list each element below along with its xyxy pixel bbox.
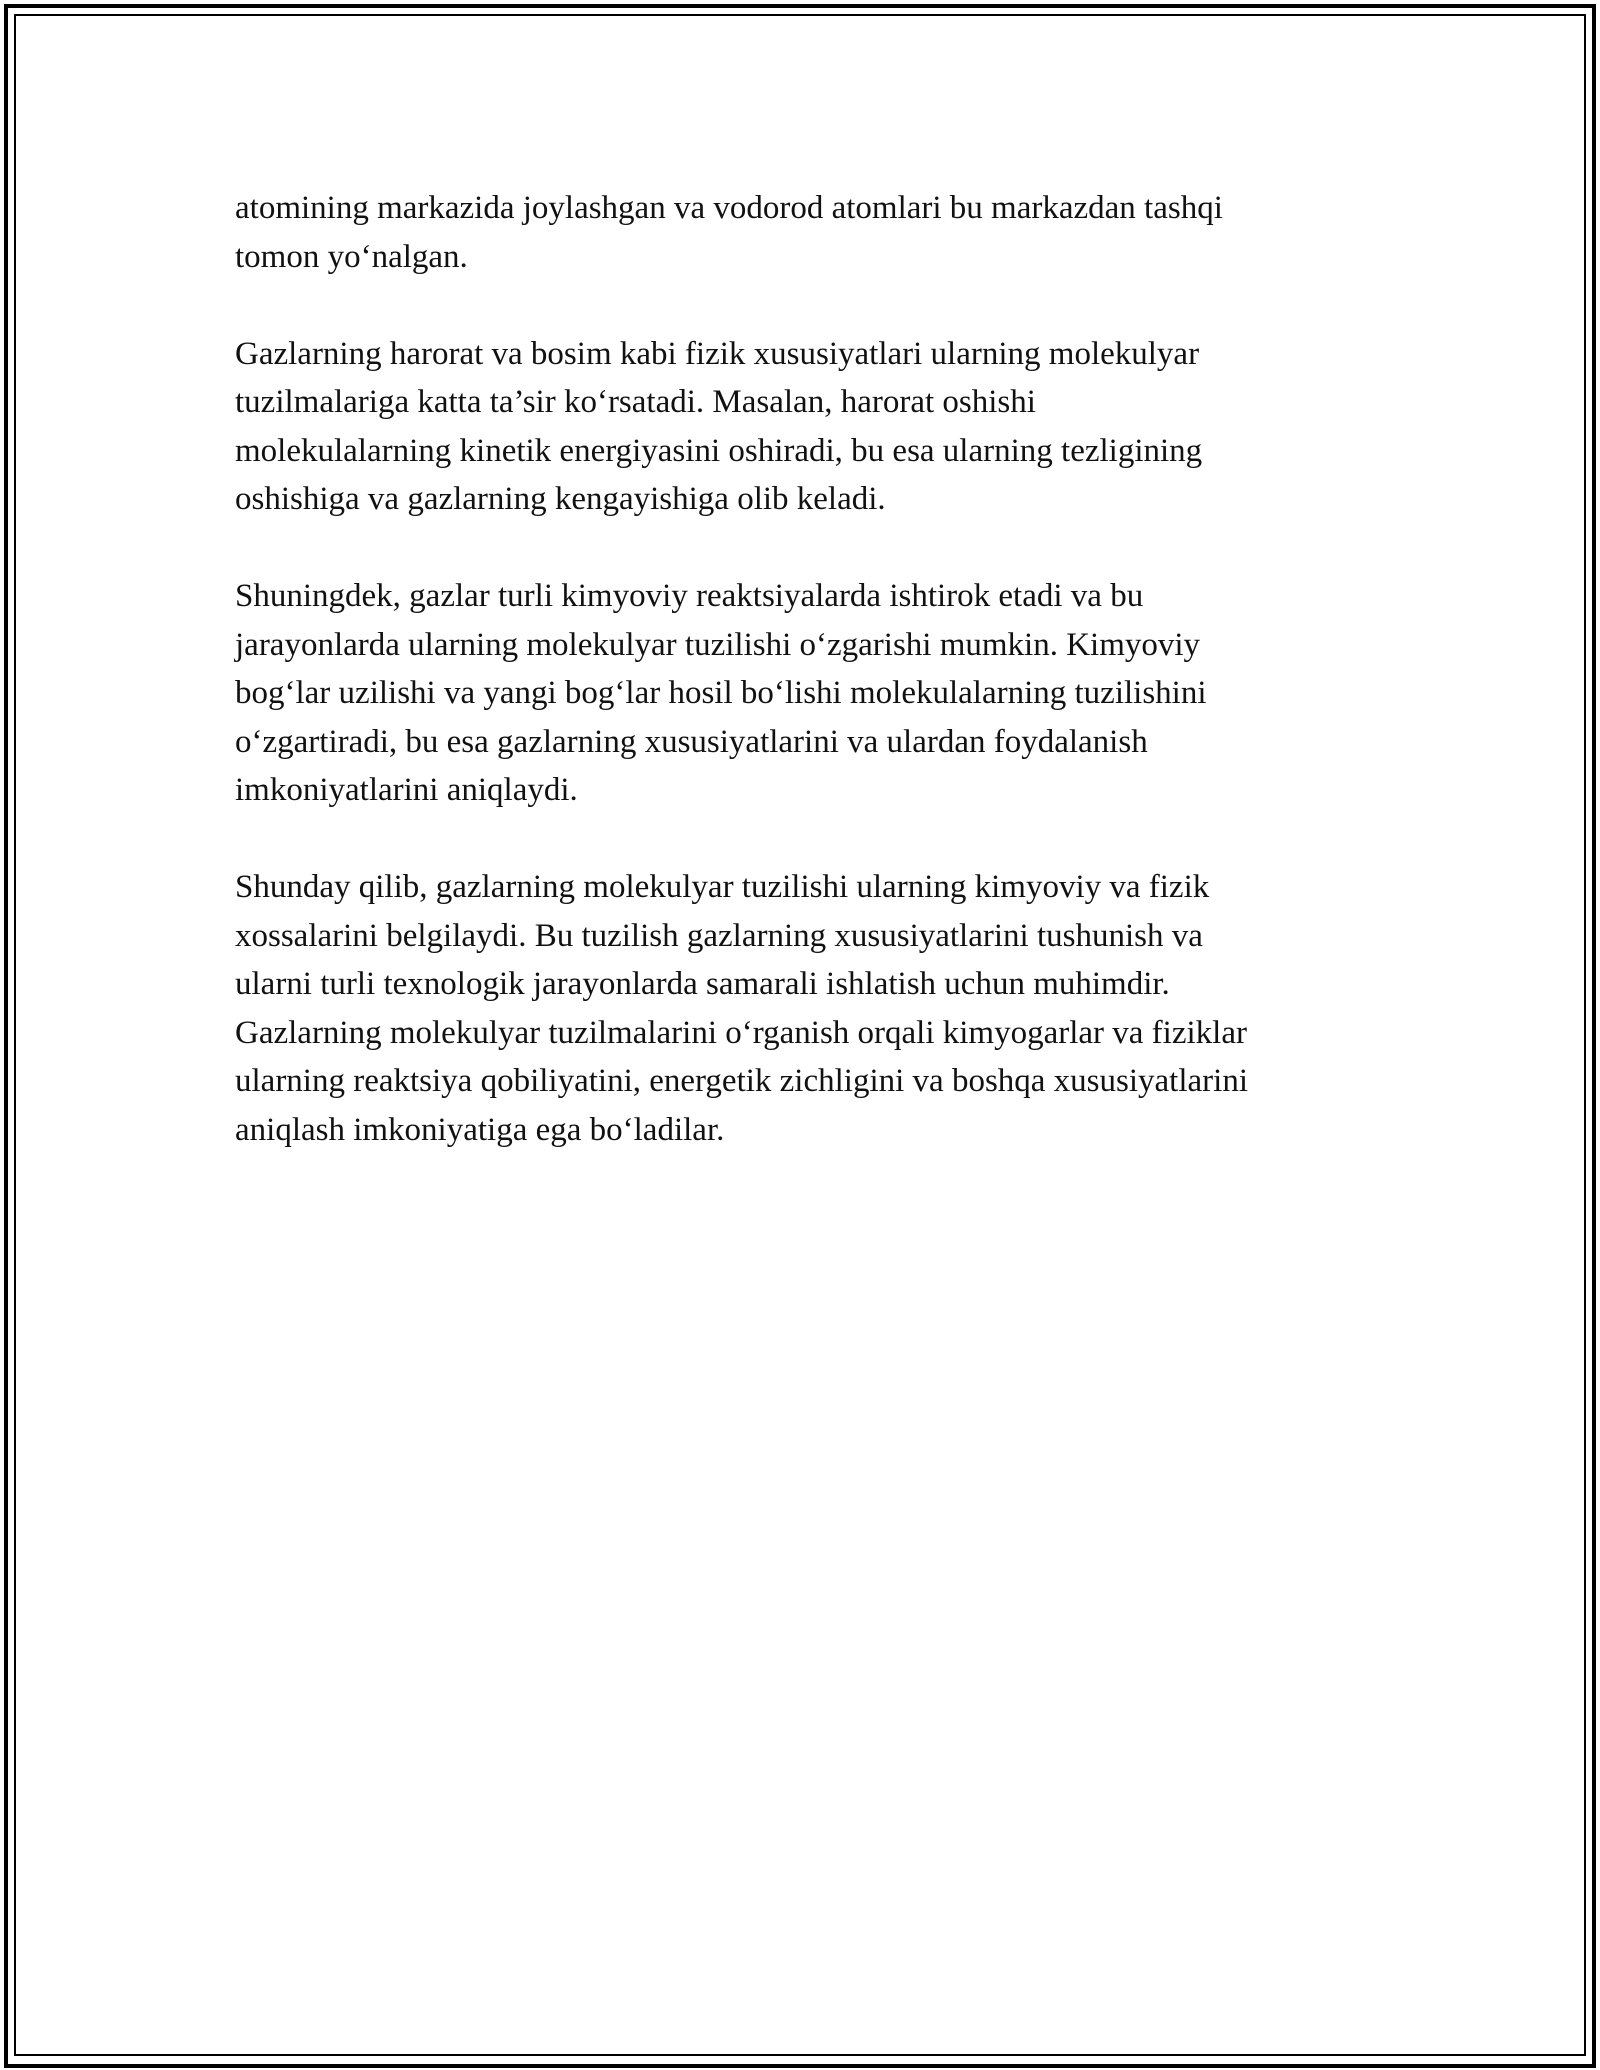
paragraph-2: Gazlarning harorat va bosim kabi fizik xususiyatlari ularning molekulyar tuzilmalariga katta ta’sir ko‘rsatadi. Masalan, harorat oshishi molekulalarning kinetik energiyasini oshiradi, bu esa ularning tezligining oshishiga va gazlarning kengayishiga olib keladi. <box>235 335 1203 517</box>
document-body <box>235 184 1385 1203</box>
paragraph-1: atomining markazida joylashgan va vodorod atomlari bu markazdan tashqi tomon yo‘nalgan. <box>235 190 1223 275</box>
paragraph-3: Shuningdek, gazlar turli kimyoviy reaktsiyalarda ishtirok etadi va bu jarayonlarda ularning molekulyar tuzilishi o‘zgarishi mumkin. Kimyoviy bog‘lar uzilishi va yangi bog‘lar hosil bo‘lishi molekulalarning tuzilishini o‘zgartiradi, bu esa gazlarning xususiyatlarini va ulardan foydalanish imkoniyatlarini aniqlaydi. <box>235 578 1207 808</box>
paragraph-4: Shunday qilib, gazlarning molekulyar tuzilishi ularning kimyoviy va fizik xossalarini belgilaydi. Bu tuzilish gazlarning xususiyatlarini tushunish va ularni turli texnologik jarayonlarda samarali ishlatish uchun muhimdir. Gazlarning molekulyar tuzilmalarini o‘rganish orqali kimyogarlar va fiziklar ularning reaktsiya qobiliyatini, energetik zichligini va boshqa xususiyatlarini aniqlash imkoniyatiga ega bo‘ladilar. <box>235 869 1248 1148</box>
